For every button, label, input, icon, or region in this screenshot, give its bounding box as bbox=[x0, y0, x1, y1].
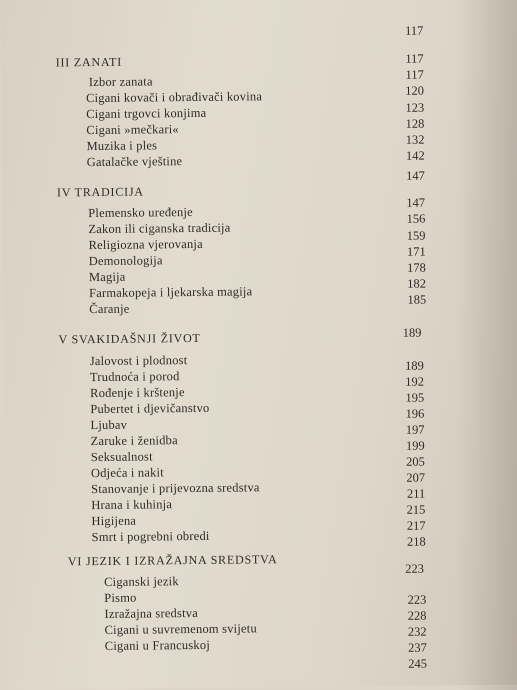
toc-item: Pismo bbox=[104, 590, 137, 605]
toc-item: Farmakopeja i ljekarska magija bbox=[89, 284, 253, 301]
section-page-jezik: 223 bbox=[405, 561, 425, 576]
toc-page: 195 bbox=[405, 390, 425, 405]
section-title-svakidasnji-zivot: V SVAKIDAŠNJI ŽIVOT bbox=[58, 330, 201, 347]
toc-item: Stanovanje i prijevozna sredstva bbox=[91, 480, 260, 497]
toc-page: 147 bbox=[406, 195, 426, 210]
toc-item: Čaranje bbox=[89, 301, 130, 317]
toc-page: 211 bbox=[406, 486, 426, 501]
section-title-jezik: VI JEZIK I IZRAŽAJNA SREDSTVA bbox=[67, 552, 278, 569]
toc-item: Smrt i pogrebni obredi bbox=[91, 528, 210, 545]
toc-page: 199 bbox=[405, 438, 425, 453]
toc-item: Izbor zanata bbox=[88, 74, 153, 90]
toc-page: 205 bbox=[406, 454, 425, 469]
toc-item: Ljubav bbox=[90, 417, 128, 433]
toc-item: Demonologija bbox=[88, 253, 163, 269]
toc-item: Plemensko uređenje bbox=[88, 204, 193, 221]
toc-page: 189 bbox=[405, 358, 424, 373]
toc-page: 120 bbox=[405, 83, 425, 98]
toc-page: 132 bbox=[405, 132, 425, 147]
toc-page: 185 bbox=[407, 292, 427, 307]
toc-item: Zakon ili ciganska tradicija bbox=[88, 220, 231, 237]
toc-item: Cigani u suvremenom svijetu bbox=[104, 621, 257, 637]
toc-item: Seksualnost bbox=[90, 449, 153, 465]
toc-page: 171 bbox=[406, 244, 426, 259]
page-number-top: 117 bbox=[404, 23, 424, 38]
section-page-zanati: 117 bbox=[405, 51, 424, 66]
toc-page: 196 bbox=[405, 406, 425, 421]
toc-item: Higijena bbox=[91, 513, 137, 529]
toc-page: 237 bbox=[407, 640, 427, 655]
toc-page: 142 bbox=[405, 148, 425, 163]
toc-item: Religiozna vjerovanja bbox=[88, 236, 203, 253]
toc-item: Muzika i ples bbox=[86, 138, 158, 154]
toc-page: 207 bbox=[406, 470, 426, 485]
toc-item: Rođenje i krštenje bbox=[90, 385, 185, 401]
toc-item: Jalovost i plodnost bbox=[89, 353, 188, 369]
toc-page: 232 bbox=[407, 624, 427, 639]
toc-page: 178 bbox=[407, 260, 426, 275]
section-title-tradicija: IV TRADICIJA bbox=[56, 184, 144, 200]
toc-page: 117 bbox=[405, 67, 424, 82]
toc-page: 228 bbox=[407, 608, 427, 623]
toc-item: Magija bbox=[88, 269, 126, 285]
toc-page: 182 bbox=[407, 276, 427, 291]
toc-page: 192 bbox=[405, 374, 425, 389]
toc-item: Cigani »mečkari« bbox=[86, 122, 179, 138]
section-title-zanati: III ZANATI bbox=[55, 54, 123, 70]
toc-item: Ciganski jezik bbox=[104, 574, 179, 589]
toc-page: 217 bbox=[406, 518, 426, 533]
toc-page: 123 bbox=[405, 100, 425, 115]
toc-item: Gatalačke vještine bbox=[86, 154, 183, 170]
toc-item: Trudnoća i porod bbox=[89, 369, 180, 385]
toc-item: Izražajna sredstva bbox=[104, 605, 198, 621]
toc-item: Odjeća i nakit bbox=[90, 465, 164, 481]
toc-item: Hrana i kuhinja bbox=[91, 497, 173, 513]
section-page-tradicija: 147 bbox=[406, 168, 425, 183]
toc-page: 156 bbox=[406, 211, 426, 226]
toc-item: Cigani kovači i obrađivači kovina bbox=[85, 89, 263, 106]
toc-page: 215 bbox=[406, 502, 426, 517]
toc-page: 245 bbox=[408, 656, 428, 671]
section-page-svakidasnji-zivot: 189 bbox=[402, 325, 422, 340]
toc-item: Cigani trgovci konjima bbox=[86, 105, 207, 122]
toc-page: 223 bbox=[407, 592, 427, 607]
toc-item: Zaruke i ženidba bbox=[90, 433, 178, 449]
toc-page: 159 bbox=[406, 228, 426, 243]
toc-page: 128 bbox=[405, 116, 425, 131]
toc-item: Pubertet i djevičanstvo bbox=[90, 400, 210, 417]
toc-item: Cigani u Francuskoj bbox=[104, 637, 211, 653]
toc-page: 218 bbox=[406, 534, 426, 549]
toc-page: 197 bbox=[405, 422, 425, 437]
